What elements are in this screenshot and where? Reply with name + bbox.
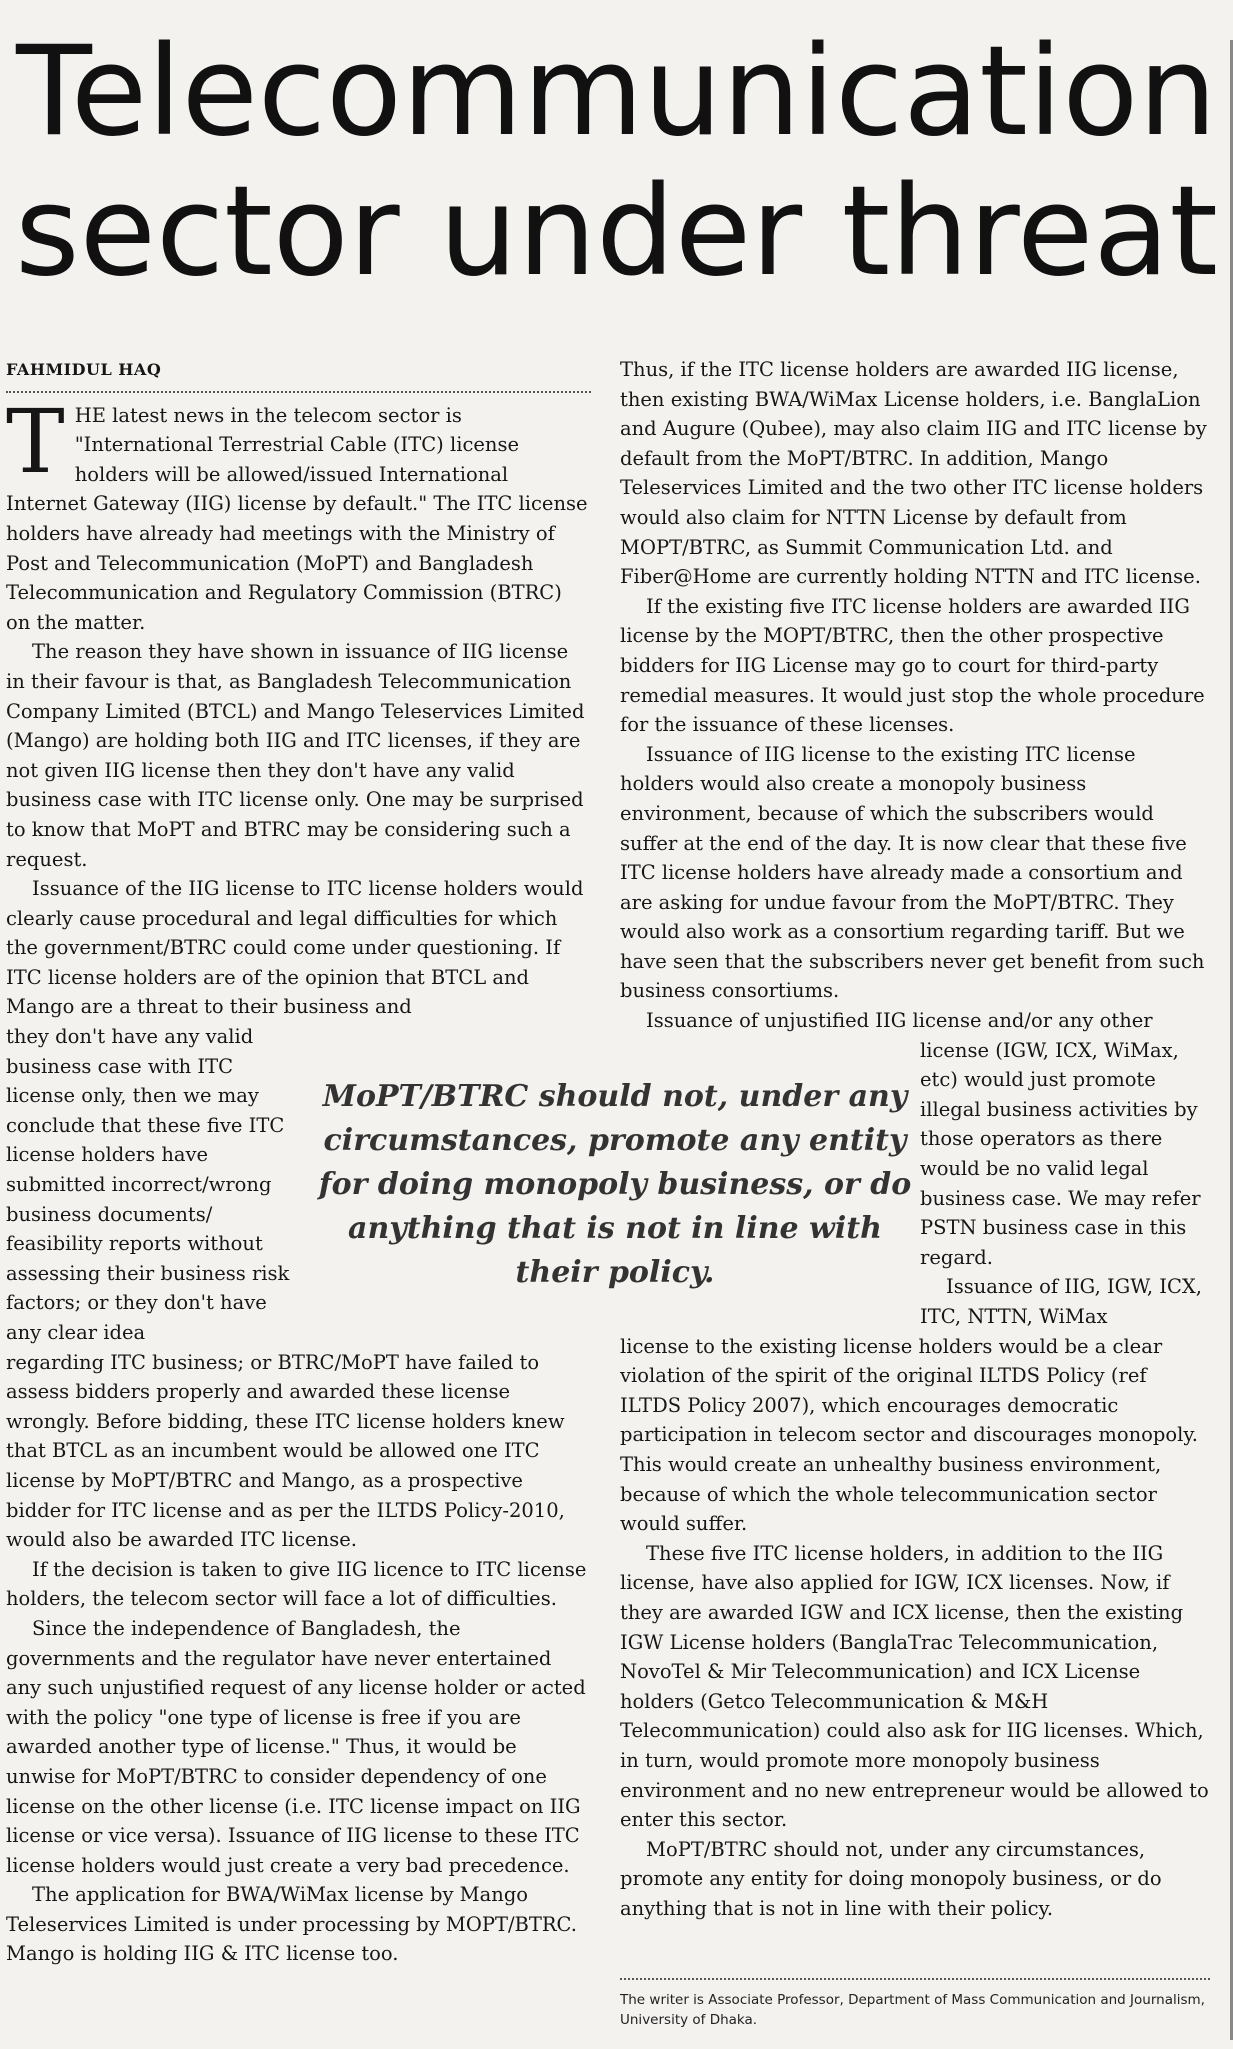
paragraph-r4a: Issuance of unjustified IIG license and/or any other: [646, 1009, 1153, 1033]
paragraph-r6: These five ITC license holders, in addition to the IIG license, have also applied for IGW, ICX licenses. Now, if they are awarded IGW and ICX license, then the existing IGW License holders (BanglaTrac Telecommunication, NovoTel & Mir Telecommunication) and ICX License holders (Getco Telecommunication & M&H Telecommunication) could also ask for IIG licenses. Which, in turn, would promote more monopoly business environment and no new entrepreneur would be allowed to enter this sector.: [620, 1541, 1209, 1832]
byline-divider: [6, 391, 591, 393]
paragraph-r5a: Issuance of IIG, IGW, ICX, ITC, NTTN, WiMax: [920, 1275, 1202, 1328]
paragraph-r4b: license (IGW, ICX, WiMax, etc) would just promote illegal business activities by those operators as there would be no valid legal business case. We may refer PSTN business case in this regard.: [920, 1038, 1201, 1269]
byline: FAHMIDUL HAQ: [6, 360, 162, 379]
paragraph-r2: If the existing five ITC license holders are awarded IIG license by the MOPT/BTRC, then the other prospective bidders for IIG License may go to court for third-party remedial measures. It would just stop the whole procedure for the issuance of these licenses.: [620, 594, 1205, 737]
paragraph-3b: they don't have any valid business case with ITC license only, then we may conclude that these five ITC license holders have submitted incorrect/wrong business documents/ feasibility reports without assessing their business risk factors; or they don't have any clear idea: [6, 1025, 290, 1344]
paragraph-2: The reason they have shown in issuance of IIG license in their favour is that, as Bangladesh Telecommunication Company Limited (BTCL) and Mango Teleservices Limited (Mango) are holding both IIG and ITC licenses, if they are not given IIG license then they don't have any valid business case with ITC license only. One may be surprised to know that MoPT and BTRC may be considering such a request.: [6, 640, 585, 871]
paragraph-1-text: HE latest news in the telecom sector is "International Terrestrial Cable (ITC) license holders will be allowed/issued International Internet Gateway (IIG) license by default." The ITC license holders have already had meetings with the Ministry of Post and Telecommunication (MoPT) and Bangladesh Telecommunication and Regulatory Commission (BTRC) on the matter.: [6, 403, 588, 634]
headline-line-2: sector under threat: [15, 160, 1218, 304]
paragraph-r3: Issuance of IIG license to the existing ITC license holders would also create a monopoly business environment, because of which the subscribers would suffer at the end of the day. It is now clear that these five ITC license holders have already made a consortium and are asking for undue favour from the MoPT/BTRC. They would also work as a consortium regarding tariff. But we have seen that the subscribers never get benefit from such business consortiums.: [620, 742, 1205, 1003]
paragraph-1: [6, 389, 591, 638]
headline-line-1: Telecommunication: [16, 20, 1217, 164]
pull-quote: MoPT/BTRC should not, under any circumstances, promote any entity for doing monopoly business, or do anything that is not in line with their policy.: [318, 1079, 912, 1290]
paragraph-5: Since the independence of Bangladesh, the governments and the regulator have never entertained any such unjustified request of any license holder or acted with the policy "one type of license is free if you are awarded another type of license." Thus, it would be unwise for MoPT/BTRC to consider dependency of one license on the other license (i.e. ITC license impact on IIG license or vice versa). Issuance of IIG license to these ITC license holders would just create a very bad precedence.: [6, 1616, 586, 1877]
paragraph-r1: Thus, if the ITC license holders are awarded IIG license, then existing BWA/WiMax License holders, i.e. BanglaLion and Augure (Qubee), may also claim IIG and ITC license by default from the MoPT/BTRC. In addition, Mango Teleservices Limited and the two other ITC license holders would also claim for NTTN License by default from MOPT/BTRC, as Summit Communication Ltd. and Fiber@Home are currently holding NTTN and ITC license.: [620, 358, 1207, 589]
dropcap: T: [6, 389, 65, 493]
paragraph-6: The application for BWA/WiMax license by Mango Teleservices Limited is under processing by MOPT/BTRC. Mango is holding IIG & ITC license too.: [6, 1883, 577, 1966]
headline: [0, 22, 1233, 302]
paragraph-3c: regarding ITC business; or BTRC/MoPT have failed to assess bidders properly and awarded these license wrongly. Before bidding, these ITC license holders knew that BTCL as an incumbent would be allowed one ITC license by MoPT/BTRC and Mango, as a prospective bidder for ITC license and as per the ILTDS Policy-2010, would also be awarded ITC license.: [6, 1350, 565, 1552]
paragraph-r5b: license to the existing license holders would be a clear violation of the spirit of the original ILTDS Policy (ref ILTDS Policy 2007), which encourages democratic participation in telecom sector and discourages monopoly. This would create an unhealthy business environment, because of which the whole telecommunication sector would suffer.: [620, 1334, 1199, 1536]
footnote-divider: [620, 1978, 1210, 1980]
paragraph-4: If the decision is taken to give IIG licence to ITC license holders, the telecom sector will face a lot of difficulties.: [6, 1557, 587, 1611]
paragraph-3a: Issuance of the IIG license to ITC license holders would clearly cause procedural and legal difficulties for which the government/BTRC could come under questioning. If ITC license holders are of the opinion that BTCL and Mango are a threat to their business and: [6, 877, 584, 1019]
paragraph-r7: MoPT/BTRC should not, under any circumstances, promote any entity for doing monopoly business, or do anything that is not in line with their policy.: [620, 1837, 1162, 1920]
author-footnote: The writer is Associate Professor, Department of Mass Communication and Journalism, University of Dhaka.: [620, 1992, 1205, 2028]
